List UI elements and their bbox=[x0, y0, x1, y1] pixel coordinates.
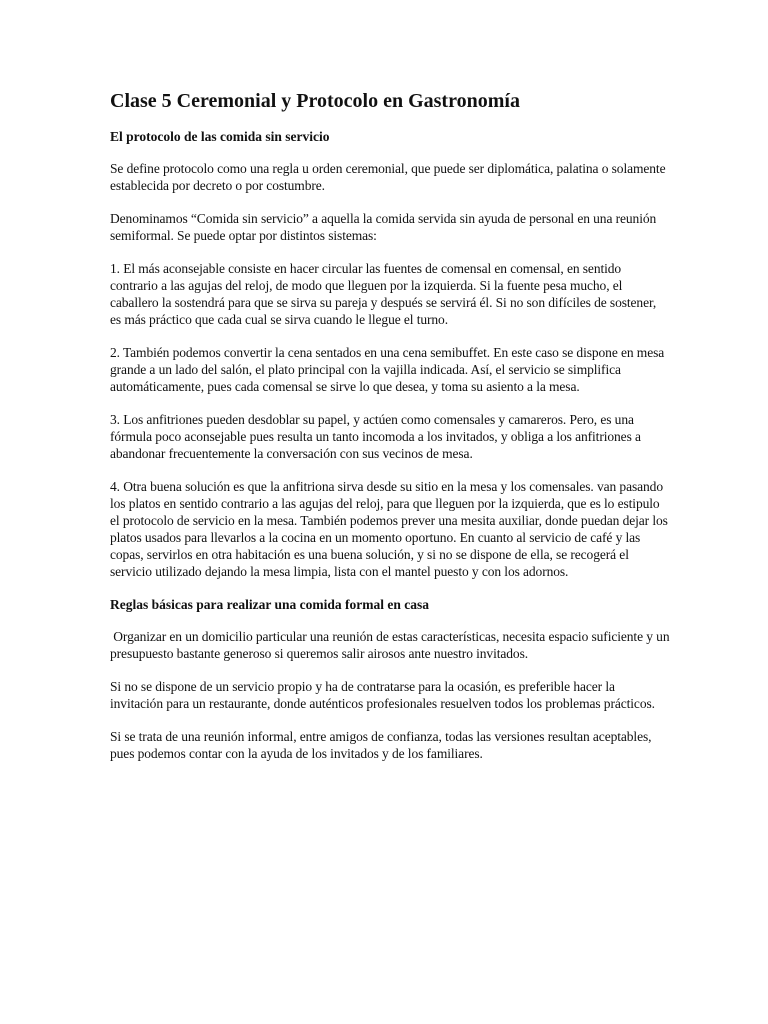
paragraph-servicio-contratado: Si no se dispone de un servicio propio y ha de contratarse para la ocasión, es preferible hacer la invitación para un restaurante, donde auténticos profesionales resuelven todos los problemas prácticos. bbox=[110, 679, 655, 711]
paragraph-reunion-informal: Si se trata de una reunión informal, entre amigos de confianza, todas las versiones resultan aceptables, pues podemos contar con la ayuda de los invitados y de los familiares. bbox=[110, 729, 652, 761]
paragraph-sistema-1: 1. El más aconsejable consiste en hacer circular las fuentes de comensal en comensal, en sentido contrario a las agujas del reloj, de modo que lleguen por la izquierda. Si la fuente pesa mucho, el caballero la sostendrá para que se sirva su pareja y después se servirá él. Si no son difíciles de sostener, es más práctico que cada cual se sirva cuando le llegue el turno. bbox=[110, 261, 657, 327]
paragraph-definicion-protocolo: Se define protocolo como una regla u orden ceremonial, que puede ser diplomática, palatina o solamente establecida por decreto o por costumbre. bbox=[110, 161, 666, 193]
document-title: Clase 5 Ceremonial y Protocolo en Gastronomía bbox=[110, 90, 520, 112]
paragraph-comida-sin-servicio: Denominamos “Comida sin servicio” a aquella la comida servida sin ayuda de personal en una reunión semiformal. Se puede optar por distintos sistemas: bbox=[110, 211, 657, 243]
section-heading-reglas-basicas: Reglas básicas para realizar una comida formal en casa bbox=[110, 597, 429, 612]
paragraph-sistema-3: 3. Los anfitriones pueden desdoblar su papel, y actúen como comensales y camareros. Pero, es una fórmula poco aconsejable pues resulta un tanto incomoda a los invitados, y obliga a los anfitriones a abandonar frecuentemente la conversación con sus vecinos de mesa. bbox=[110, 412, 641, 461]
paragraph-sistema-2: 2. También podemos convertir la cena sentados en una cena semibuffet. En este caso se dispone en mesa grande a un lado del salón, el plato principal con la vajilla indicada. Así, el servicio se simplifica automáticamente, pues cada comensal se sirve lo que desea, y toma su asiento a la mesa. bbox=[110, 345, 665, 394]
document-page bbox=[110, 88, 673, 778]
section-heading-comida-sin-servicio: El protocolo de las comida sin servicio bbox=[110, 129, 330, 144]
paragraph-sistema-4: 4. Otra buena solución es que la anfitriona sirva desde su sitio en la mesa y los comensales. van pasando los platos en sentido contrario a las agujas del reloj, para que lleguen por la izquierda, que es lo estipulo el protocolo de servicio en la mesa. También podemos prever una mesita auxiliar, donde puedan dejar los platos usados para llevarlos a la cocina en un momento oportuno. En cuanto al servicio de café y las copas, servirlos en otra habitación es una buena solución, y si no se dispone de ella, se recogerá el servicio utilizado dejando la mesa limpia, lista con el mantel puesto y con los adornos. bbox=[110, 479, 668, 579]
paragraph-organizar-domicilio: Organizar en un domicilio particular una reunión de estas características, necesita espacio suficiente y un presupuesto bastante generoso si queremos salir airosos ante nuestro invitados. bbox=[110, 629, 673, 661]
